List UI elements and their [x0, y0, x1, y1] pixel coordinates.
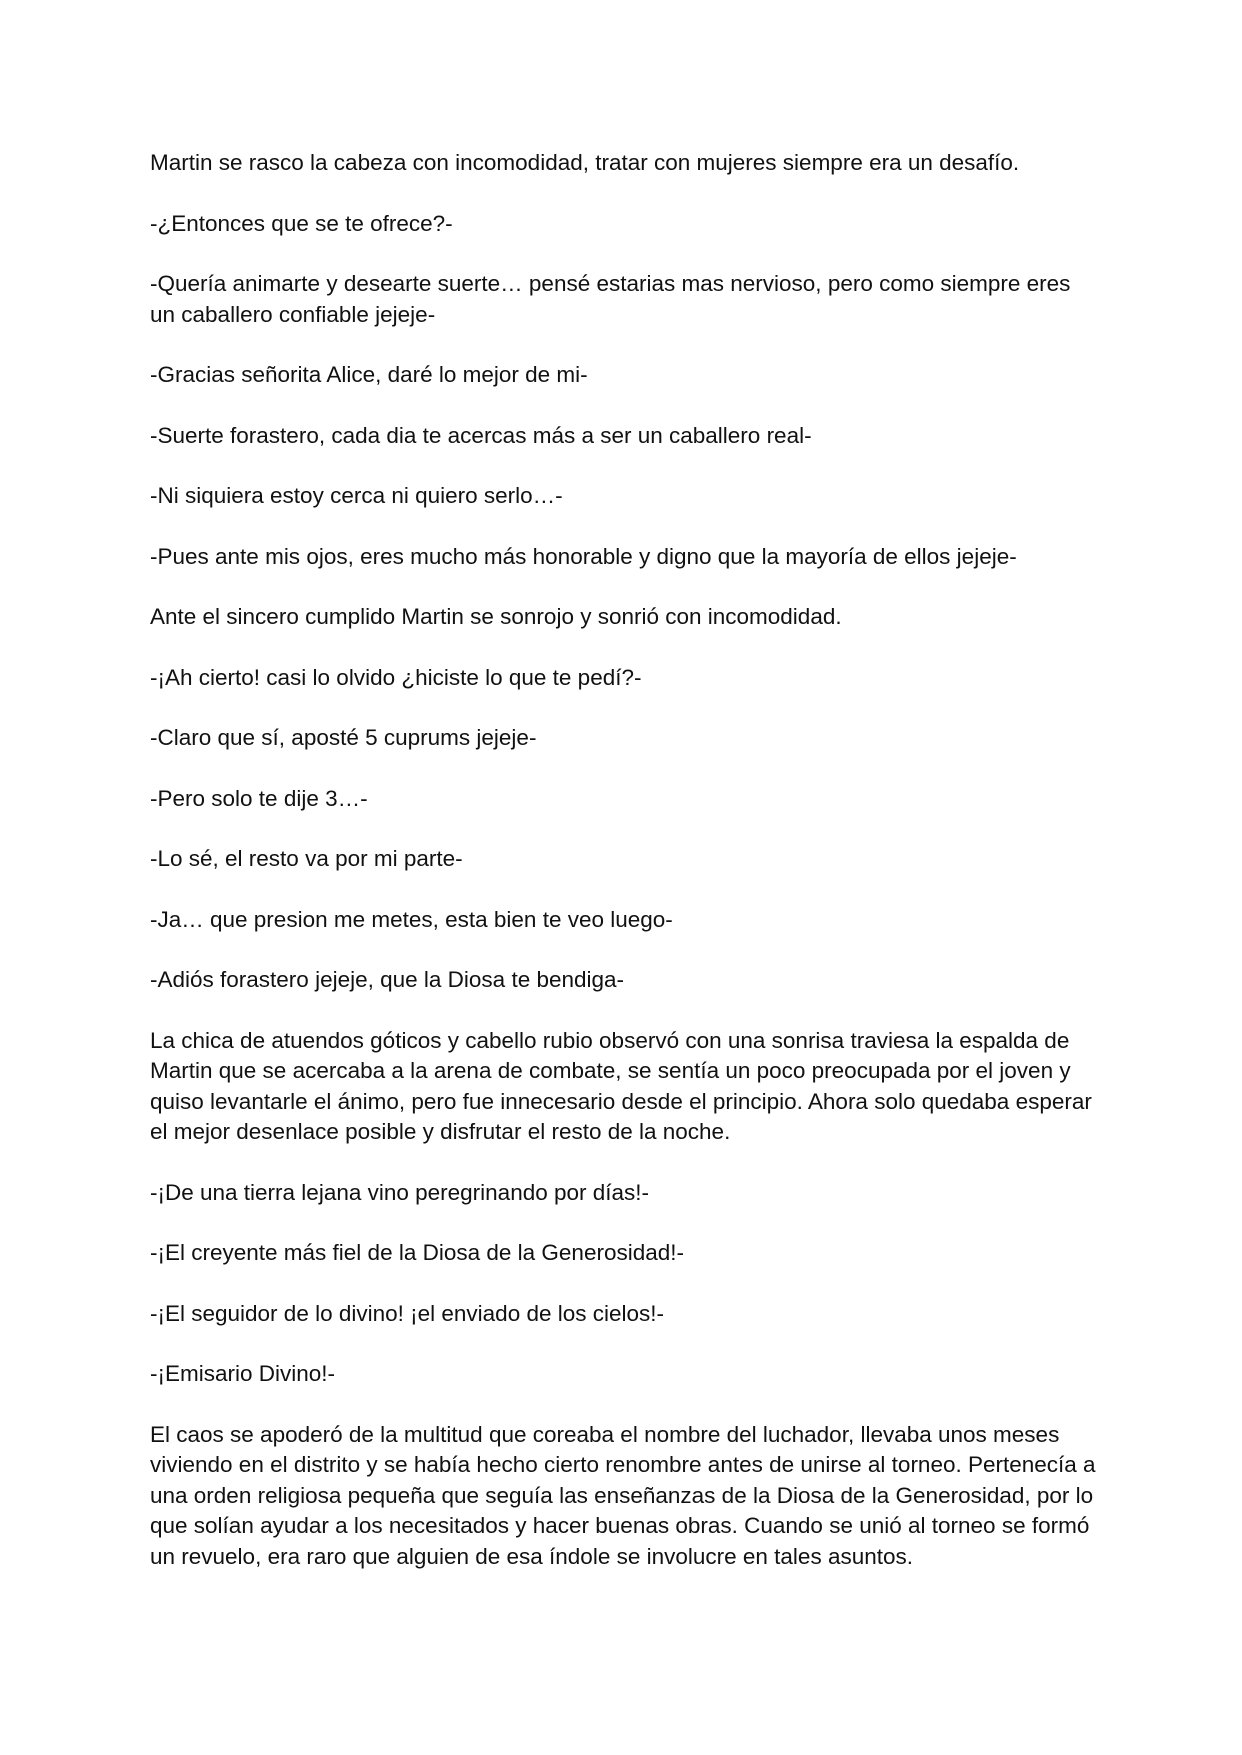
- dialogue-line: -Pues ante mis ojos, eres mucho más honorable y digno que la mayoría de ellos jejeje-: [150, 543, 1017, 569]
- dialogue-line: -Quería animarte y desearte suerte… pensé estarias mas nervioso, pero como siempre eres un caballero confiable jejeje-: [150, 271, 1071, 327]
- dialogue-line: -¡Emisario Divino!-: [150, 1361, 336, 1386]
- dialogue-line: -¡El creyente más fiel de la Diosa de la Generosidad!-: [150, 1240, 685, 1265]
- dialogue-line: -¿Entonces que se te ofrece?-: [150, 210, 453, 236]
- dialogue-line: -Adiós forastero jejeje, que la Diosa te bendiga-: [150, 967, 625, 992]
- dialogue-line: -¡De una tierra lejana vino peregrinando por días!-: [150, 1179, 650, 1205]
- dialogue-line: -Suerte forastero, cada dia te acercas más a ser un caballero real-: [150, 422, 812, 448]
- document-page: [150, 148, 1100, 1602]
- paragraph: Martin se rasco la cabeza con incomodidad, tratar con mujeres siempre era un desafío.: [150, 150, 1020, 175]
- dialogue-line: -Pero solo te dije 3…-: [150, 785, 368, 811]
- dialogue-line: -¡El seguidor de lo divino! ¡el enviado de los cielos!-: [150, 1300, 665, 1326]
- dialogue-line: -Gracias señorita Alice, daré lo mejor de mi-: [150, 362, 588, 387]
- dialogue-line: -¡Ah cierto! casi lo olvido ¿hiciste lo que te pedí?-: [150, 664, 642, 690]
- dialogue-line: -Lo sé, el resto va por mi parte-: [150, 846, 463, 871]
- dialogue-line: -Claro que sí, aposté 5 cuprums jejeje-: [150, 725, 537, 750]
- dialogue-line: -Ja… que presion me metes, esta bien te veo luego-: [150, 906, 673, 932]
- paragraph: El caos se apoderó de la multitud que coreaba el nombre del luchador, llevaba unos meses viviendo en el distrito y se había hecho cierto renombre antes de unirse al torneo. Pertenecía a una orden religiosa pequeña que seguía las enseñanzas de la Diosa de la Generosidad, por lo que solían ayudar a los necesitados y hacer buenas obras. Cuando se unió al torneo se formó un revuelo, era raro que alguien de esa índole se involucre en tales asuntos.: [150, 1421, 1096, 1569]
- paragraph: La chica de atuendos góticos y cabello rubio observó con una sonrisa traviesa la espalda de Martin que se acercaba a la arena de combate, se sentía un poco preocupada por el joven y quiso levantarle el ánimo, pero fue innecesario desde el principio. Ahora solo quedaba esperar el mejor desenlace posible y disfrutar el resto de la noche.: [150, 1027, 1092, 1144]
- paragraph: Ante el sincero cumplido Martin se sonrojo y sonrió con incomodidad.: [150, 604, 842, 629]
- dialogue-line: -Ni siquiera estoy cerca ni quiero serlo…-: [150, 483, 563, 508]
